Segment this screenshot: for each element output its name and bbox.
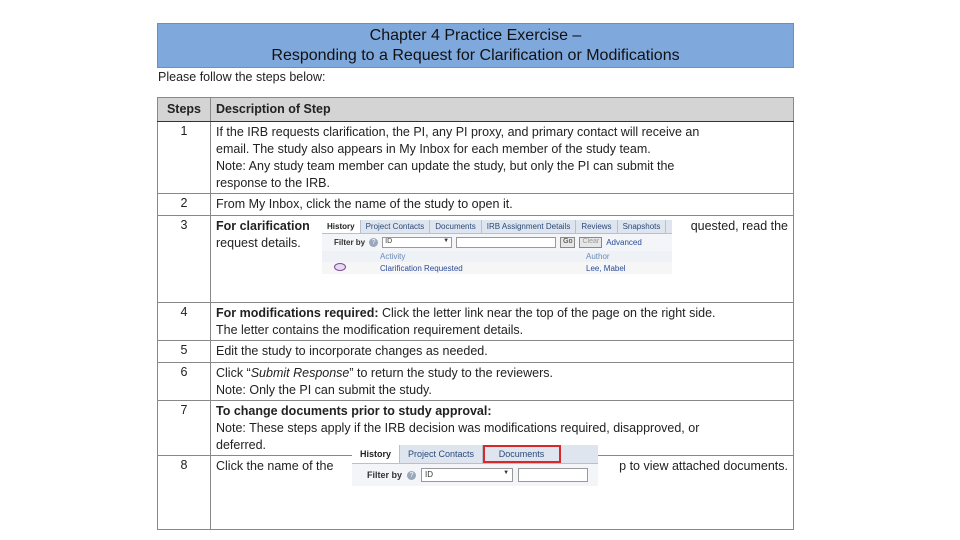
table-row bbox=[158, 363, 794, 401]
desc-text: ” to return the study to the reviewers. bbox=[349, 366, 553, 380]
filter-label: Filter by bbox=[367, 470, 403, 480]
chevron-down-icon: ▼ bbox=[503, 470, 510, 476]
title-banner bbox=[157, 23, 794, 68]
desc-line: request details. bbox=[216, 236, 301, 250]
step-number: 1 bbox=[158, 122, 211, 194]
step-number: 4 bbox=[158, 303, 211, 341]
step-number: 2 bbox=[158, 194, 211, 216]
filter-input[interactable] bbox=[456, 237, 556, 248]
step-number: 8 bbox=[158, 456, 211, 530]
tab-project-contacts[interactable]: Project Contacts bbox=[400, 445, 483, 463]
filter-label: Filter by bbox=[334, 238, 366, 247]
tab-irb-assignment-details[interactable]: IRB Assignment Details bbox=[482, 220, 577, 233]
desc-line: Note: Only the PI can submit the study. bbox=[216, 383, 432, 397]
tab-bar bbox=[322, 220, 672, 234]
tab-documents[interactable]: Documents bbox=[430, 220, 481, 233]
list-header bbox=[322, 251, 672, 262]
documents-tab-screenshot bbox=[352, 445, 598, 488]
go-button[interactable]: Go bbox=[560, 237, 575, 248]
desc-italic: Submit Response bbox=[250, 366, 350, 380]
table-row bbox=[158, 341, 794, 363]
list-item[interactable] bbox=[322, 262, 672, 274]
desc-line: response to the IRB. bbox=[216, 176, 330, 190]
filter-select[interactable] bbox=[421, 468, 513, 482]
chevron-down-icon: ▼ bbox=[443, 238, 450, 244]
step-description bbox=[211, 303, 794, 341]
advanced-link[interactable]: Advanced bbox=[606, 238, 642, 247]
help-icon[interactable]: ? bbox=[369, 238, 378, 247]
step-number: 7 bbox=[158, 401, 211, 456]
history-tab-screenshot bbox=[322, 220, 672, 283]
intro-text: Please follow the steps below: bbox=[158, 70, 326, 84]
activity-link[interactable]: Clarification Requested bbox=[380, 263, 463, 273]
tab-project-contacts[interactable]: Project Contacts bbox=[361, 220, 431, 233]
filter-select-value: ID bbox=[385, 238, 393, 245]
filter-select[interactable] bbox=[382, 237, 452, 248]
title-line-2: Responding to a Request for Clarification or Modifications bbox=[271, 47, 680, 64]
step-description bbox=[211, 122, 794, 194]
desc-bold: To change documents prior to study approval: bbox=[216, 404, 492, 418]
tab-documents[interactable]: Documents bbox=[483, 445, 561, 463]
tab-history[interactable]: History bbox=[322, 220, 361, 233]
title-line-1: Chapter 4 Practice Exercise – bbox=[369, 27, 582, 44]
table-row bbox=[158, 122, 794, 194]
author-link[interactable]: Lee, Mabel bbox=[586, 263, 626, 273]
table-row bbox=[158, 303, 794, 341]
tab-bar bbox=[352, 445, 598, 464]
col-activity: Activity bbox=[380, 252, 406, 261]
tab-reviews[interactable]: Reviews bbox=[576, 220, 617, 233]
desc-line: If the IRB requests clarification, the PI, any PI proxy, and primary contact will receive an bbox=[216, 125, 700, 139]
step-description: From My Inbox, click the name of the study to open it. bbox=[211, 194, 794, 216]
desc-text: Click the letter link near the top of the page on the right side. bbox=[378, 306, 716, 320]
desc-bold: For modifications required: bbox=[216, 306, 379, 320]
desc-line: Note: Any study team member can update the study, but only the PI can submit the bbox=[216, 159, 675, 173]
step-number: 3 bbox=[158, 216, 211, 303]
eye-icon bbox=[334, 263, 346, 271]
filter-bar bbox=[322, 234, 672, 251]
help-icon[interactable]: ? bbox=[407, 471, 416, 480]
col-header-steps: Steps bbox=[158, 98, 211, 122]
tab-snapshots[interactable]: Snapshots bbox=[618, 220, 667, 233]
step-description: Edit the study to incorporate changes as needed. bbox=[211, 341, 794, 363]
desc-bold: For clarification bbox=[216, 219, 310, 233]
filter-select-value: ID bbox=[425, 470, 434, 479]
desc-line: deferred. bbox=[216, 438, 267, 452]
step-number: 6 bbox=[158, 363, 211, 401]
desc-text: Click “ bbox=[216, 366, 251, 380]
desc-head: Click the name of the bbox=[216, 459, 334, 473]
clear-button[interactable]: Clear bbox=[579, 237, 602, 248]
step-description bbox=[211, 363, 794, 401]
col-author: Author bbox=[586, 252, 610, 261]
desc-line: The letter contains the modification requirement details. bbox=[216, 323, 524, 337]
table-row bbox=[158, 194, 794, 216]
filter-input[interactable] bbox=[518, 468, 588, 482]
desc-tail: p to view attached documents. bbox=[619, 459, 788, 473]
desc-tail: quested, read the bbox=[690, 219, 788, 233]
tab-history[interactable]: History bbox=[352, 445, 400, 463]
step-number: 5 bbox=[158, 341, 211, 363]
desc-line: email. The study also appears in My Inbox for each member of the study team. bbox=[216, 142, 651, 156]
filter-bar bbox=[352, 464, 598, 486]
desc-line: Note: These steps apply if the IRB decision was modifications required, disapproved, or bbox=[216, 421, 700, 435]
col-header-description: Description of Step bbox=[211, 98, 794, 122]
